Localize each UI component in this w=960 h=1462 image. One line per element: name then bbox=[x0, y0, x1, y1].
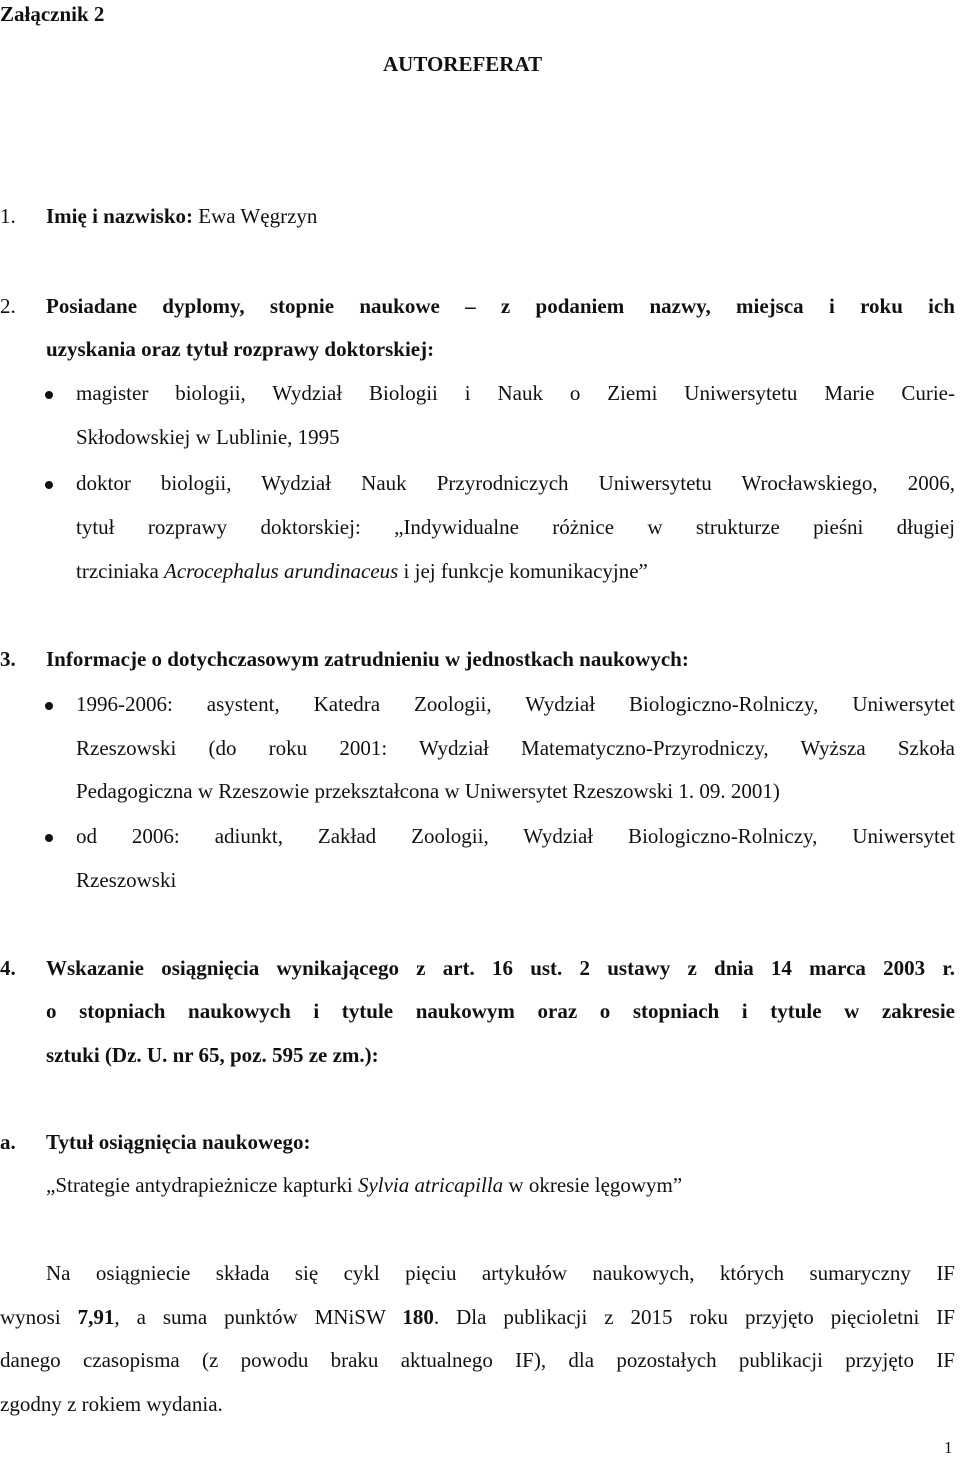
diploma-master-line-2: Skłodowskiej w Lublinie, 1995 bbox=[76, 425, 340, 449]
para-text-a: wynosi bbox=[0, 1305, 78, 1329]
achievement-title bbox=[46, 1173, 682, 1198]
diploma-doctor-line-3 bbox=[76, 559, 648, 584]
section-4-line-3: sztuki (Dz. U. nr 65, poz. 595 ze zm.): bbox=[46, 1043, 379, 1067]
thesis-text-end: i jej funkcje komunikacyjne” bbox=[398, 559, 648, 583]
if-value: 7,91 bbox=[77, 1305, 115, 1329]
diploma-doctor-line-2: tytuł rozprawy doktorskiej: „Indywidualne różnice w strukturze pieśni długiej bbox=[76, 515, 955, 539]
employment-1-line-3: Pedagogiczna w Rzeszowie przekształcona w Uniwersytet Rzeszowski 1. 09. 2001) bbox=[76, 779, 780, 803]
section-4-line-1: Wskazanie osiągnięcia wynikającego z art. 16 ust. 2 ustawy z dnia 14 marca 2003 r. bbox=[46, 956, 955, 980]
para-text-c: . Dla publikacji z 2015 roku przyjęto pięcioletni IF bbox=[433, 1305, 955, 1329]
section-1 bbox=[46, 204, 317, 229]
section-1-number: 1. bbox=[0, 204, 16, 228]
diploma-doctor-line-1: doktor biologii, Wydział Nauk Przyrodniczych Uniwersytetu Wrocławskiego, 2006, bbox=[76, 471, 955, 495]
employment-1-line-2: Rzeszowski (do roku 2001: Wydział Matematyczno-Przyrodniczy, Wyższa Szkoła bbox=[76, 736, 955, 760]
section-2-heading-line-1: Posiadane dyplomy, stopnie naukowe – z podaniem nazwy, miejsca i roku ich bbox=[46, 294, 955, 318]
employment-2-line-2: Rzeszowski bbox=[76, 868, 177, 892]
thesis-text: trzciniaka bbox=[76, 559, 165, 583]
paragraph-line-4: zgodny z rokiem wydania. bbox=[0, 1392, 223, 1416]
attachment-label: Załącznik 2 bbox=[0, 2, 105, 26]
paragraph-line-2 bbox=[0, 1305, 955, 1330]
name-value: Ewa Węgrzyn bbox=[198, 204, 318, 228]
section-4-line-2: o stopniach naukowych i tytule naukowym oraz o stopniach i tytule w zakresie bbox=[46, 999, 955, 1023]
section-a-number: a. bbox=[0, 1130, 16, 1154]
section-2-number: 2. bbox=[0, 294, 16, 318]
para-text-b: , a suma punktów MNiSW bbox=[114, 1305, 403, 1329]
achievement-title-start: „Strategie antydrapieżnicze kapturki bbox=[46, 1173, 358, 1197]
section-3-heading: Informacje o dotychczasowym zatrudnieniu w jednostkach naukowych: bbox=[46, 647, 689, 671]
section-3-number: 3. bbox=[0, 647, 16, 671]
paragraph-line-1: Na osiągniecie składa się cykl pięciu artykułów naukowych, których sumaryczny IF bbox=[46, 1261, 955, 1285]
points-value: 180 bbox=[402, 1305, 434, 1329]
species-name: Acrocephalus arundinaceus bbox=[164, 559, 399, 583]
section-2-heading-line-2: uzyskania oraz tytuł rozprawy doktorskiej: bbox=[46, 337, 435, 361]
employment-1-line-1: 1996-2006: asystent, Katedra Zoologii, Wydział Biologiczno-Rolniczy, Uniwersytet bbox=[76, 692, 955, 716]
section-4-number: 4. bbox=[0, 956, 16, 980]
section-a-heading: Tytuł osiągnięcia naukowego: bbox=[46, 1130, 311, 1154]
employment-2-line-1: od 2006: adiunkt, Zakład Zoologii, Wydział Biologiczno-Rolniczy, Uniwersytet bbox=[76, 824, 955, 848]
diploma-master-line-1: magister biologii, Wydział Biologii i Nauk o Ziemi Uniwersytetu Marie Curie- bbox=[76, 381, 955, 405]
name-label: Imię i nazwisko: bbox=[46, 204, 193, 228]
document-title: AUTOREFERAT bbox=[383, 52, 543, 76]
page-number: 1 bbox=[944, 1438, 953, 1457]
achievement-species: Sylvia atricapilla bbox=[357, 1173, 504, 1197]
achievement-title-end: w okresie lęgowym” bbox=[503, 1173, 683, 1197]
paragraph-line-3: danego czasopisma (z powodu braku aktualnego IF), dla pozostałych publikacji przyjęto IF bbox=[0, 1348, 955, 1372]
